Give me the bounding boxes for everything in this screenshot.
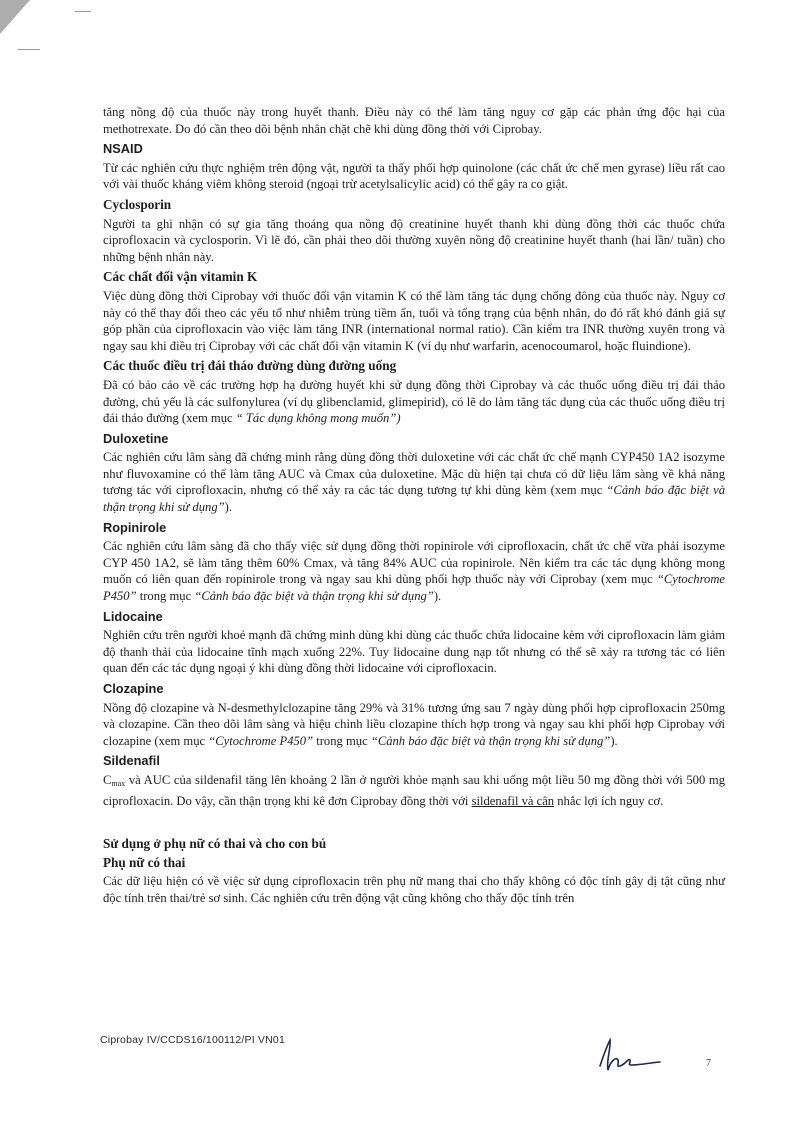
section-paragraph: Việc dùng đồng thời Ciprobay với thuốc đối vận vitamin K có thể làm tăng tác dụng chống đông của thuốc này. Nguy cơ này có thể thay đổi theo các yếu tố như nhiễm trùng tiềm ẩn, tuổi và tổng trạng của bệnh nhân, do đó rất khó đánh giá sự góp phần của ciprofloxacin vào việc làm tăng INR (international normal ratio). Cần kiểm tra INR thường xuyên trong và ngay sau khi điều trị Ciprobay với các chất đối vận vitamin K (ví dụ như warfarin, acenocoumarol, hoặc fluindione). <box>103 288 725 353</box>
section-paragraph <box>103 449 725 515</box>
paragraph-text: Nồng độ clozapine và N-desmethylclozapine tăng 29% và 31% tương ứng sau 7 ngày dùng phối hợp ciprofloxacin 250mg và clozapine. Cần theo dõi lâm sàng và hiệu chỉnh liều clozapine thích hợp trong và ngay sau khi phối hợp Ciprobay với clozapine (xem mục <box>103 700 725 748</box>
scan-corner-mark <box>0 0 30 34</box>
section-title: Duloxetine <box>103 430 169 446</box>
cross-reference: “Cytochrome P450” <box>103 572 725 604</box>
cross-reference: “Cytochrome P450” <box>208 733 314 748</box>
document-code: Ciprobay IV/CCDS16/100112/PI VN01 <box>100 1034 286 1046</box>
section-paragraph <box>103 538 725 604</box>
section-title: Ropinirole <box>103 519 167 535</box>
paragraph-tail: ). <box>610 733 618 748</box>
intro-paragraph: tăng nồng độ của thuốc này trong huyết thanh. Điều này có thể làm tăng nguy cơ gặp các phản ứng độc hại của methotrexate. Do đó cần theo dõi bệnh nhân chặt chẽ khi dùng đồng thời với Ciprobay. <box>103 105 725 136</box>
section-paragraph <box>103 700 725 750</box>
section-ropinirole <box>103 520 725 605</box>
section-clozapine <box>103 681 725 749</box>
section-duloxetine <box>103 431 725 516</box>
section-vitamin-k <box>103 269 725 354</box>
cross-reference: “Cảnh báo đặc biệt và thận trọng khi sử dụng” <box>370 733 611 748</box>
section-paragraph: Các dữ liệu hiện có về việc sử dụng ciprofloxacin trên phụ nữ mang thai cho thấy không có độc tính gây dị tật cũng như độc tính trên thai/trẻ sơ sinh. Các nghiên cứu trên động vật cũng không cho thấy độc tính trên <box>103 874 725 905</box>
section-title: Các thuốc điều trị đái tháo đường dùng đường uống <box>103 358 397 374</box>
paragraph-tail: ). <box>224 500 232 515</box>
paragraph-tail: ). <box>433 589 442 604</box>
section-paragraph <box>103 772 725 809</box>
paragraph-text: và AUC của sildenafil tăng lên khoảng 2 lần ở người khỏe mạnh sau khi uống một liều 50 mg đồng thời với 500 mg ciprofloxacin. Do vậy, cần thận trọng khi kê đơn Ciprobay đồng thời với <box>103 772 725 808</box>
section-pregnancy <box>103 836 725 906</box>
section-title: Các chất đối vận vitamin K <box>103 269 258 285</box>
paragraph-text: Các nghiên cứu lâm sàng đã chứng minh rằng dùng đồng thời duloxetine với các chất ức chế mạnh CYP450 1A2 isozyme như fluvoxamine có thể làm tăng AUC và Cmax của duloxetine. Mặc dù hiện tại chưa có dữ liệu lâm sàng về khả năng tương tác với ciprofloxacin, nhưng có thể xảy ra các tác dụng tương tự khi dùng kèm (xem mục <box>103 450 725 498</box>
cross-reference: “Cảnh báo đặc biệt và thận trọng khi sử dụng” <box>194 589 434 604</box>
section-sildenafil <box>103 753 725 809</box>
section-title: Cyclosporin <box>103 196 172 212</box>
paragraph-connector: trong mục <box>136 589 195 604</box>
section-gap <box>103 812 725 832</box>
section-paragraph: Người ta ghi nhận có sự gia tăng thoáng qua nồng độ creatinine huyết thanh khi dùng đồng thời các thuốc chứa ciprofloxacin và cyclosporin. Vì lẽ đó, cần phải theo dõi thường xuyên nồng độ creatinine huyết thanh (hai lần/ tuần) cho những bệnh nhân này. <box>103 216 725 264</box>
margin-mark <box>75 11 91 12</box>
section-subtitle: Phụ nữ có thai <box>103 854 186 870</box>
paragraph-text: Các nghiên cứu lâm sàng đã cho thấy việc sử dụng đồng thời ropinirole với ciprofloxacin, chất ức chế vừa phải isozyme CYP 450 1A2, sẽ làm tăng thêm 60% Cmax, và tăng 84% AUC của ropinirole. Nên kiểm tra các tác dụng không mong muốn có liên quan đến ropinirole trong và ngay sau khi dùng phối hợp thuốc này với Ciprobay (xem mục <box>103 539 725 587</box>
margin-mark <box>18 49 40 50</box>
section-lidocaine <box>103 609 725 677</box>
section-paragraph: Nghiên cứu trên người khoẻ mạnh đã chứng minh dùng khi dùng các thuốc chứa lidocaine kèm với ciprofloxacin làm giảm độ thanh thải của lidocaine tĩnh mạch xuống 22%. Tuy lidocaine dung nạp tốt nhưng có thể sẽ xảy ra tương tác có liên quan đến các tác dụng ngoại ý khi dùng đồng thời lidocaine với ciprofloxacin. <box>103 628 725 676</box>
underlined-text: sildenafil và cân <box>471 793 555 808</box>
cmax-symbol: C <box>103 772 112 787</box>
section-antidiabetic <box>103 358 725 426</box>
section-title: Sử dụng ở phụ nữ có thai và cho con bú <box>103 836 327 852</box>
paragraph-connector: trong mục <box>313 733 371 748</box>
section-paragraph <box>103 377 725 427</box>
section-title: Lidocaine <box>103 608 163 624</box>
section-nsaid <box>103 141 725 193</box>
section-cyclosporin <box>103 197 725 265</box>
section-title: NSAID <box>103 141 143 157</box>
section-paragraph: Từ các nghiên cứu thực nghiệm trên động vật, người ta thấy phối hợp quinolone (các chất ức chế men gyrase) liều rất cao với vài thuốc kháng viêm không steroid (ngoại trừ acetylsalicylic acid) có thể gây ra co giật. <box>103 160 725 192</box>
page-number: 7 <box>706 1058 711 1069</box>
document-page <box>103 104 725 910</box>
handwritten-signature <box>594 1036 664 1076</box>
cmax-subscript: max <box>111 778 126 788</box>
cross-reference: “ Tác dụng không mong muốn”) <box>235 411 401 426</box>
section-title: Clozapine <box>103 681 164 696</box>
cross-reference: “Cảnh báo đặc biệt và thận trọng khi sử dụng” <box>103 483 726 515</box>
paragraph-text: Đã có báo cáo về các trường hợp hạ đường huyết khi sử dụng đồng thời Ciprobay và các thuốc uống điều trị đái tháo đường, chủ yếu là các sulfonylurea (ví dụ glibenclamid, glimepirid), có lẽ do làm tăng tác dụng của các thuốc uống điều trị đái tháo đường (xem mục <box>103 377 725 426</box>
paragraph-tail: nhắc lợi ích nguy cơ. <box>554 793 664 808</box>
section-title: Sildenafil <box>103 753 160 769</box>
